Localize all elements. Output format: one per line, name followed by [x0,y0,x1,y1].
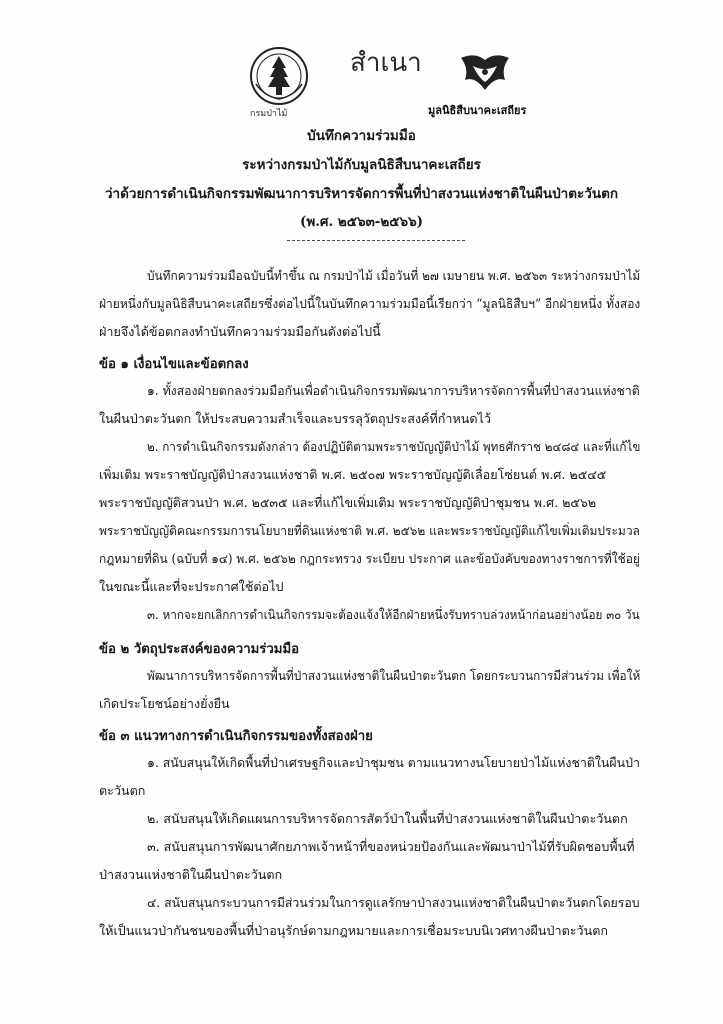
intro-line-3: ฝ่ายจึงได้ข้อตกลงทำบันทึกความร่วมมือกันดังต่อไปนี้ [99,324,381,339]
section-2-line-1: พัฒนาการบริหารจัดการพื้นที่ป่าสงวนแห่งชาติในผืนป่าตะวันตก โดยกระบวนการมีส่วนร่วม เพื่อให้ [147,668,641,683]
title-divider [287,240,465,241]
section-3-item-3-line-2: ป่าสงวนแห่งชาติในผืนป่าตะวันตก [99,867,283,882]
section-1-heading: ข้อ ๑ เงื่อนไขและข้อตกลง [99,357,249,372]
section-1-item-2-line-2: เพิ่มเติม พระราชบัญญัติป่าสงวนแห่งชาติ พ.ศ. ๒๕๐๗ พระราชบัญญัติเลื่อยโซ่ยนต์ พ.ศ. ๒๕๔๕ [99,467,607,482]
section-1-item-2-line-4: พระราชบัญญัติคณะกรรมการนโยบายที่ดินแห่งชาติ พ.ศ. ๒๕๖๒ และพระราชบัญญัติแก้ไขเพิ่มเติมประมวล [99,523,640,538]
intro-line-2: ฝ่ายหนึ่งกับมูลนิธิสืบนาคะเสถียรซึ่งต่อไปนี้ในบันทึกความร่วมมือนี้เรียกว่า “มูลนิธิสืบฯ” อีกฝ่ายหนึ่ง ทั้งสอง [99,296,641,311]
section-1-item-2-line-1: ๒. การดำเนินกิจกรรมดังกล่าว ต้องปฏิบัติตามพระราชบัญญัติป่าไม้ พุทธศักราช ๒๔๘๔ และที่แก้ไข [147,439,641,454]
section-3-item-3-line-1: ๓. สนับสนุนการพัฒนาศักยภาพเจ้าหน้าที่ของหน่วยป้องกันและพัฒนาป่าไม้ที่รับผิดชอบพื้นที่ [147,839,635,854]
intro-line-1: บันทึกความร่วมมือฉบับนี้ทำขึ้น ณ กรมป่าไม้ เมื่อวันที่ ๒๗ เมษายน พ.ศ. ๒๕๖๓ ระหว่างกรมป่าไม้ [147,268,641,283]
section-3-item-2-line-1: ๒. สนับสนุนให้เกิดแผนการบริหารจัดการสัตว์ป่าในพื้นที่ป่าสงวนแห่งชาติในผืนป่าตะวันตก [147,811,628,826]
document-period: (พ.ศ. ๒๕๖๓-๒๕๖๖) [299,214,424,230]
section-3-item-4-line-2: ให้เป็นแนวป่ากันชนของพื้นที่ป่าอนุรักษ์ตามกฎหมายและการเชื่อมระบบนิเวศทางผืนป่าตะวันตก [99,923,609,938]
section-1-item-1-line-1: ๑. ทั้งสองฝ่ายตกลงร่วมมือกันเพื่อดำเนินกิจกรรมพัฒนาการบริหารจัดการพื้นที่ป่าสงวนแห่งชาติ [147,383,640,398]
section-1-item-3-line-1: ๓. หากจะยกเลิกการดำเนินกิจกรรมจะต้องแจ้งให้อีกฝ่ายหนึ่งรับทราบล่วงหน้าก่อนอย่างน้อย ๓๐ วัน [147,607,640,622]
document-parties: ระหว่างกรมป่าไม้กับมูลนิธิสืบนาคะเสถียร [242,157,481,173]
document-subject: ว่าด้วยการดำเนินกิจกรรมพัฒนาการบริหารจัดการพื้นที่ป่าสงวนแห่งชาติในผืนป่าตะวันตก [104,186,619,202]
section-3-heading: ข้อ ๓ แนวทางการดำเนินกิจกรรมของทั้งสองฝ่าย [99,729,373,744]
section-1-item-2-line-3: พระราชบัญญัติสวนป่า พ.ศ. ๒๕๓๕ และที่แก้ไขเพิ่มเติม พระราชบัญญัติป่าชุมชน พ.ศ. ๒๕๖๒ [99,495,597,510]
section-3-item-1-line-1: ๑. สนับสนุนให้เกิดพื้นที่ป่าเศรษฐกิจและป่าชุมชน ตามแนวทางนโยบายป่าไม้แห่งชาติในผืนป่า [147,755,640,770]
section-3-item-1-line-2: ตะวันตก [99,783,146,798]
left-logo-caption: กรมป่าไม้ [250,109,288,119]
document-title: บันทึกความร่วมมือ [307,128,416,144]
section-1-item-2-line-5: กฎหมายที่ดิน (ฉบับที่ ๑๔) พ.ศ. ๒๕๖๒ กฎกระทรวง ระเบียบ ประกาศ และข้อบังคับของทางราชการที่ใช้อยู่ [99,551,640,566]
section-1-item-1-line-2: ในผืนป่าตะวันตก ให้ประสบความสำเร็จและบรรลุวัตถุประสงค์ที่กำหนดไว้ [99,411,491,426]
section-2-line-2: เกิดประโยชน์อย่างยั่งยืน [99,696,230,711]
right-logo-caption: มูลนิธิสืบนาคะเสถียร [428,104,527,117]
section-3-item-4-line-1: ๔. สนับสนุนกระบวนการมีส่วนร่วมในการดูแลรักษาป่าสงวนแห่งชาติในผืนป่าตะวันตกโดยรอบ [147,895,640,910]
section-2-heading: ข้อ ๒ วัตถุประสงค์ของความร่วมมือ [99,642,300,657]
section-1-item-2-line-6: ในขณะนี้และที่จะประกาศใช้ต่อไป [99,579,284,594]
seub-foundation-logo-icon [455,50,515,100]
copy-stamp: สำเนา [350,48,422,78]
